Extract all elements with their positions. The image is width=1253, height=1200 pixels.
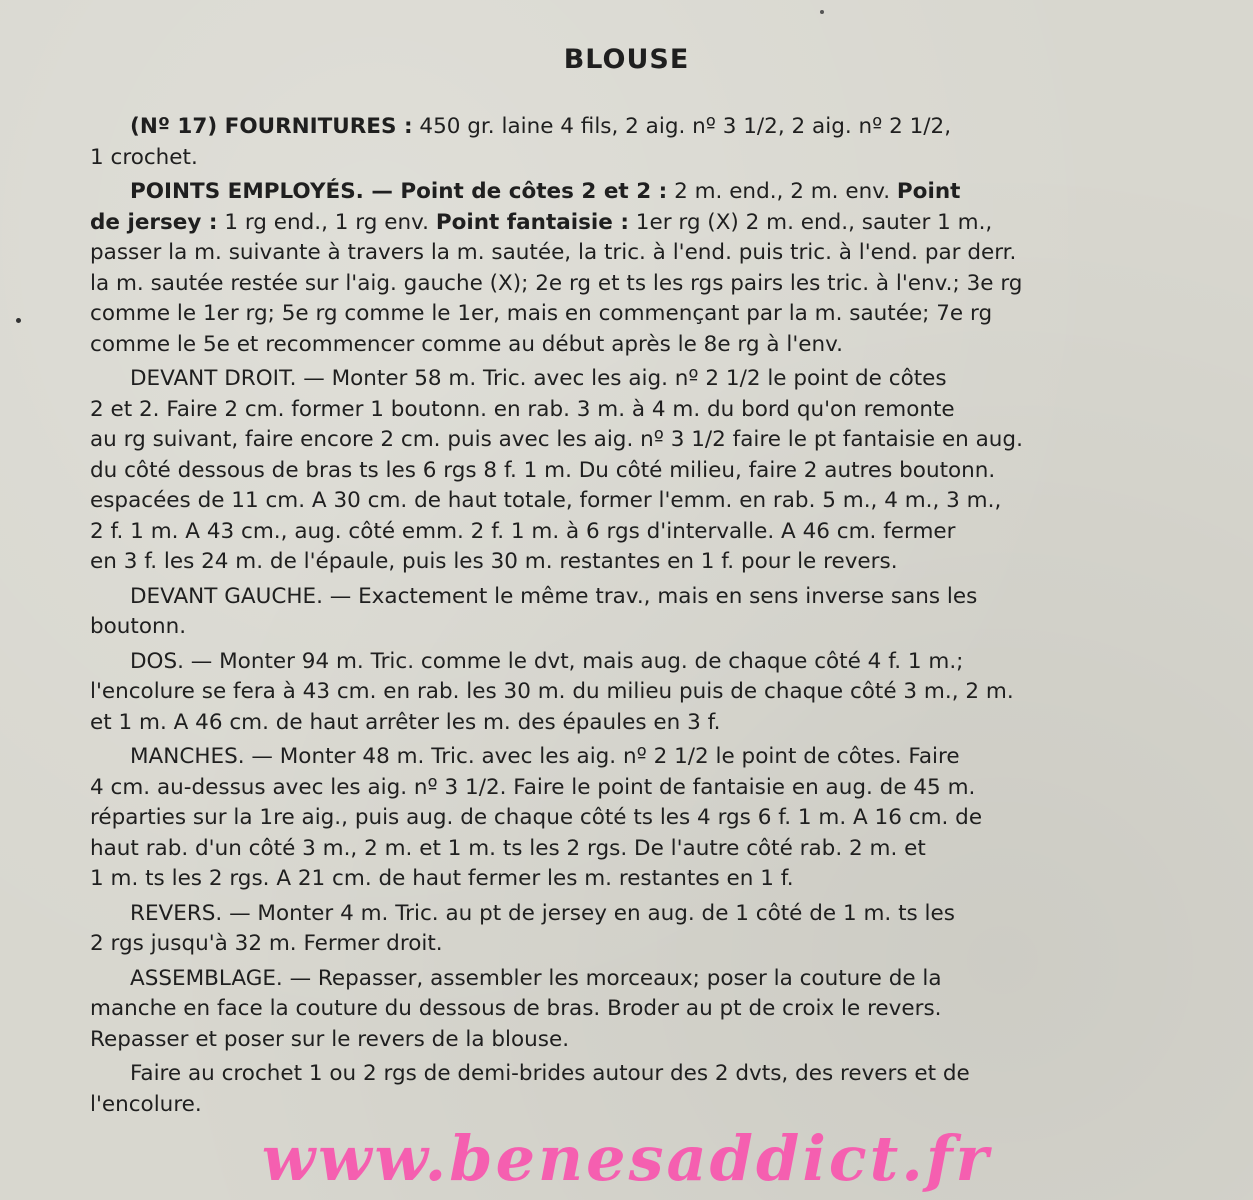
text-run: du côté dessous de bras ts les 6 rgs 8 f. 1 m. Du côté milieu, faire 2 autres boutonn. [90,457,996,483]
text-line [90,456,1154,487]
watermark-url: www.benesaddict.fr [261,1122,992,1195]
bold-run: POINTS EMPLOYÉS. — Point de côtes 2 et 2 : [130,179,668,204]
text-line [90,742,1154,773]
text-run: manche en face la couture du dessous de bras. Broder au pt de croix le revers. [90,996,942,1021]
paragraph [90,1059,1154,1120]
bold-run: de jersey : [90,209,218,235]
text-line [90,517,1154,548]
text-line [90,269,1154,300]
text-line [90,238,1154,269]
text-run: haut rab. d'un côté 3 m., 2 m. et 1 m. ts les 2 rgs. De l'autre côté rab. 2 m. et [90,835,926,861]
text-run: Faire au crochet 1 ou 2 rgs de demi-brides autour des 2 dvts, des revers et de [130,1061,970,1086]
text-line [90,143,1154,174]
text-line [90,547,1154,578]
text-line [90,486,1154,517]
text-line [90,395,1154,426]
paragraph [90,964,1154,1056]
text-run: au rg suivant, faire encore 2 cm. puis avec les aig. nº 3 1/2 faire le pt fantaisie en aug. [90,427,1023,452]
text-run: 1 m. ts les 2 rgs. A 21 cm. de haut fermer les m. restantes en 1 f. [90,866,794,891]
text-line [90,1059,1154,1090]
text-run: 2 rgs jusqu'à 32 m. Fermer droit. [90,931,443,956]
text-line [90,899,1154,930]
text-run: l'encolure se fera à 43 cm. en rab. les 30 m. du milieu puis de chaque côté 3 m., 2 m. [90,679,1014,704]
text-line [90,582,1154,613]
text-run: MANCHES. — Monter 48 m. Tric. avec les aig. nº 2 1/2 le point de côtes. Faire [130,744,960,769]
text-line [90,612,1154,643]
text-line [90,112,1154,143]
paragraph [90,742,1154,895]
text-run: 1 crochet. [90,144,198,170]
text-run: en 3 f. les 24 m. de l'épaule, puis les 30 m. restantes en 1 f. pour le revers. [90,549,898,574]
page-title: BLOUSE [563,44,690,75]
text-run: 450 gr. laine 4 fils, 2 aig. nº 3 1/2, 2 aig. nº 2 1/2, [412,114,952,139]
margin-dot [16,318,21,323]
paragraph [90,582,1154,643]
text-run: REVERS. — Monter 4 m. Tric. au pt de jersey en aug. de 1 côté de 1 m. ts les [130,900,955,926]
text-run: comme le 5e et recommencer comme au début après le 8e rg à l'env. [90,331,844,357]
text-run: boutonn. [90,614,187,639]
text-line [90,299,1154,330]
text-line [90,425,1154,456]
text-run: 1er rg (X) 2 m. end., sauter 1 m., [628,209,993,235]
text-run: l'encolure. [90,1091,202,1117]
paper-speck [820,10,824,14]
text-run: 2 f. 1 m. A 43 cm., aug. côté emm. 2 f. 1 m. à 6 rgs d'intervalle. A 46 cm. fermer [90,518,956,544]
text-line [90,708,1154,739]
text-line [90,834,1154,865]
text-line [90,208,1154,239]
paragraph [90,112,1154,173]
text-line [90,929,1154,960]
text-run: et 1 m. A 46 cm. de haut arrêter les m. des épaules en 3 f. [90,709,721,735]
text-run: comme le 1er rg; 5e rg comme le 1er, mais en commençant par la m. sautée; 7e rg [90,301,993,326]
text-run: DEVANT GAUCHE. — Exactement le même trav., mais en sens inverse sans les [130,583,978,609]
text-run: 2 m. end., 2 m. env. [667,179,897,204]
bold-run: (Nº 17) FOURNITURES : [130,114,413,139]
text-run: DEVANT DROIT. — Monter 58 m. Tric. avec les aig. nº 2 1/2 le point de côtes [130,366,947,391]
bold-run: Point [896,179,961,204]
text-run: passer la m. suivante à travers la m. sautée, la tric. à l'end. puis tric. à l'end. par derr. [90,240,1017,265]
text-line [90,177,1154,208]
text-line [90,864,1154,895]
text-run: DOS. — Monter 94 m. Tric. comme le dvt, mais aug. de chaque côté 4 f. 1 m.; [130,648,964,674]
text-run: 4 cm. au-dessus avec les aig. nº 3 1/2. Faire le point de fantaisie en aug. de 45 m. [90,774,976,800]
text-line [90,1090,1154,1121]
text-run: espacées de 11 cm. A 30 cm. de haut totale, former l'emm. en rab. 5 m., 4 m., 3 m., [90,488,1002,513]
paragraph [90,899,1154,960]
text-run: la m. sautée restée sur l'aig. gauche (X); 2e rg et ts les rgs pairs les tric. à l'env.; 3e rg [90,270,1023,296]
text-line [90,1025,1154,1056]
text-run: 1 rg end., 1 rg env. [217,209,436,235]
text-line [90,677,1154,708]
text-line [90,994,1154,1025]
text-run: 2 et 2. Faire 2 cm. former 1 boutonn. en rab. 3 m. à 4 m. du bord qu'on remonte [90,396,955,422]
text-line [90,964,1154,995]
paragraph [90,177,1154,360]
bold-run: Point fantaisie : [435,209,629,235]
text-line [90,647,1154,678]
text-run: réparties sur la 1re aig., puis aug. de chaque côté ts les 4 rgs 6 f. 1 m. A 16 cm. de [90,805,983,830]
text-line [90,773,1154,804]
paragraph [90,647,1154,739]
text-line [90,364,1154,395]
text-line [90,803,1154,834]
text-run: ASSEMBLAGE. — Repasser, assembler les morceaux; poser la couture de la [130,965,942,991]
paragraph [90,364,1154,578]
text-line [90,330,1154,361]
pattern-instructions [90,112,1154,1124]
text-run: Repasser et poser sur le revers de la blouse. [90,1026,570,1052]
